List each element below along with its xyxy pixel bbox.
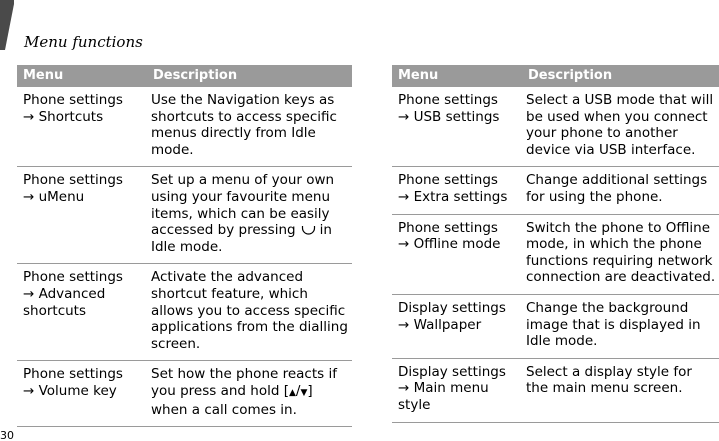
corner-accent — [0, 0, 14, 52]
menu-path-line: → Volume key — [23, 382, 117, 399]
description-cell: Select a display style for the main menu screen. — [522, 358, 719, 422]
page-title: Menu functions — [24, 33, 143, 51]
table-row — [17, 167, 352, 264]
menu-path-cell — [17, 87, 147, 167]
volume-up-key-icon: ▲ — [288, 387, 296, 398]
menu-path-cell — [17, 167, 147, 264]
table-row — [392, 167, 719, 214]
menu-path-cell — [17, 264, 147, 361]
menu-path-line: Phone settings — [23, 366, 123, 383]
menu-path-line: Phone settings — [23, 92, 123, 108]
menu-path-line: Display settings — [398, 299, 506, 316]
menu-path-line: Phone settings — [23, 172, 123, 189]
menu-path-cell — [392, 358, 522, 422]
menu-path-line: → Wallpaper — [398, 316, 482, 333]
table-row — [17, 264, 352, 361]
menu-path-line: → Advanced shortcuts — [23, 285, 106, 319]
menu-path-line: → Offline mode — [398, 236, 501, 253]
description-cell — [147, 167, 352, 264]
description-cell: Use the Navigation keys as shortcuts to access specific menus directly from Idle mode. — [147, 87, 352, 167]
description-text: Set up a menu of your own using your favourite menu items, which can be easily accessed by pressing — [151, 172, 335, 239]
table-row — [392, 294, 719, 358]
table-header-row — [392, 65, 719, 87]
volume-down-key-icon: ▼ — [300, 387, 308, 398]
menu-path-cell — [392, 87, 522, 167]
menu-path-line: Phone settings — [398, 219, 498, 236]
column-header-menu: Menu — [392, 65, 522, 87]
description-text: Set how the phone reacts if you press and hold [ — [151, 366, 337, 399]
menu-path-cell — [17, 361, 147, 427]
description-text: ] when a call comes in. — [151, 382, 313, 418]
menu-path-line: Phone settings — [23, 269, 123, 286]
page-number: 30 — [0, 429, 14, 441]
description-cell — [147, 361, 352, 427]
column-header-description: Description — [522, 65, 719, 87]
menu-path-line: Phone settings — [398, 172, 498, 189]
column-header-menu: Menu — [17, 65, 147, 87]
column-header-description: Description — [147, 65, 352, 87]
description-cell: Change additional settings for using the phone. — [522, 167, 719, 214]
table-row — [392, 214, 719, 294]
menu-path-line: → USB settings — [398, 108, 500, 125]
key-separator: / — [295, 382, 301, 399]
description-text: in Idle mode. — [151, 222, 332, 255]
menu-path-cell — [392, 167, 522, 214]
description-cell: Activate the advanced shortcut feature, which allows you to access specific applications from the dialling screen. — [147, 264, 352, 361]
menu-table-right — [392, 65, 719, 423]
description-cell: Select a USB mode that will be used when you connect your phone to another device via USB interface. — [522, 87, 719, 167]
table-row — [392, 358, 719, 422]
menu-path-line: Display settings — [398, 363, 506, 380]
menu-path-cell — [392, 214, 522, 294]
menu-path-cell — [392, 294, 522, 358]
description-cell: Change the background image that is displayed in Idle mode. — [522, 294, 719, 358]
softkey-icon — [301, 224, 316, 235]
menu-path-line: → Main menu style — [398, 380, 489, 413]
menu-path-line: → Extra settings — [398, 188, 508, 205]
menu-path-line: → uMenu — [23, 188, 85, 205]
table-row — [17, 361, 352, 427]
description-cell: Switch the phone to Offline mode, in which the phone functions requiring network connection are deactivated. — [522, 214, 719, 294]
menu-path-line: → Shortcuts — [23, 108, 104, 125]
menu-path-line: Phone settings — [398, 92, 498, 108]
table-header-row — [17, 65, 352, 87]
menu-table-left — [17, 65, 352, 427]
table-row — [17, 87, 352, 167]
table-row — [392, 87, 719, 167]
